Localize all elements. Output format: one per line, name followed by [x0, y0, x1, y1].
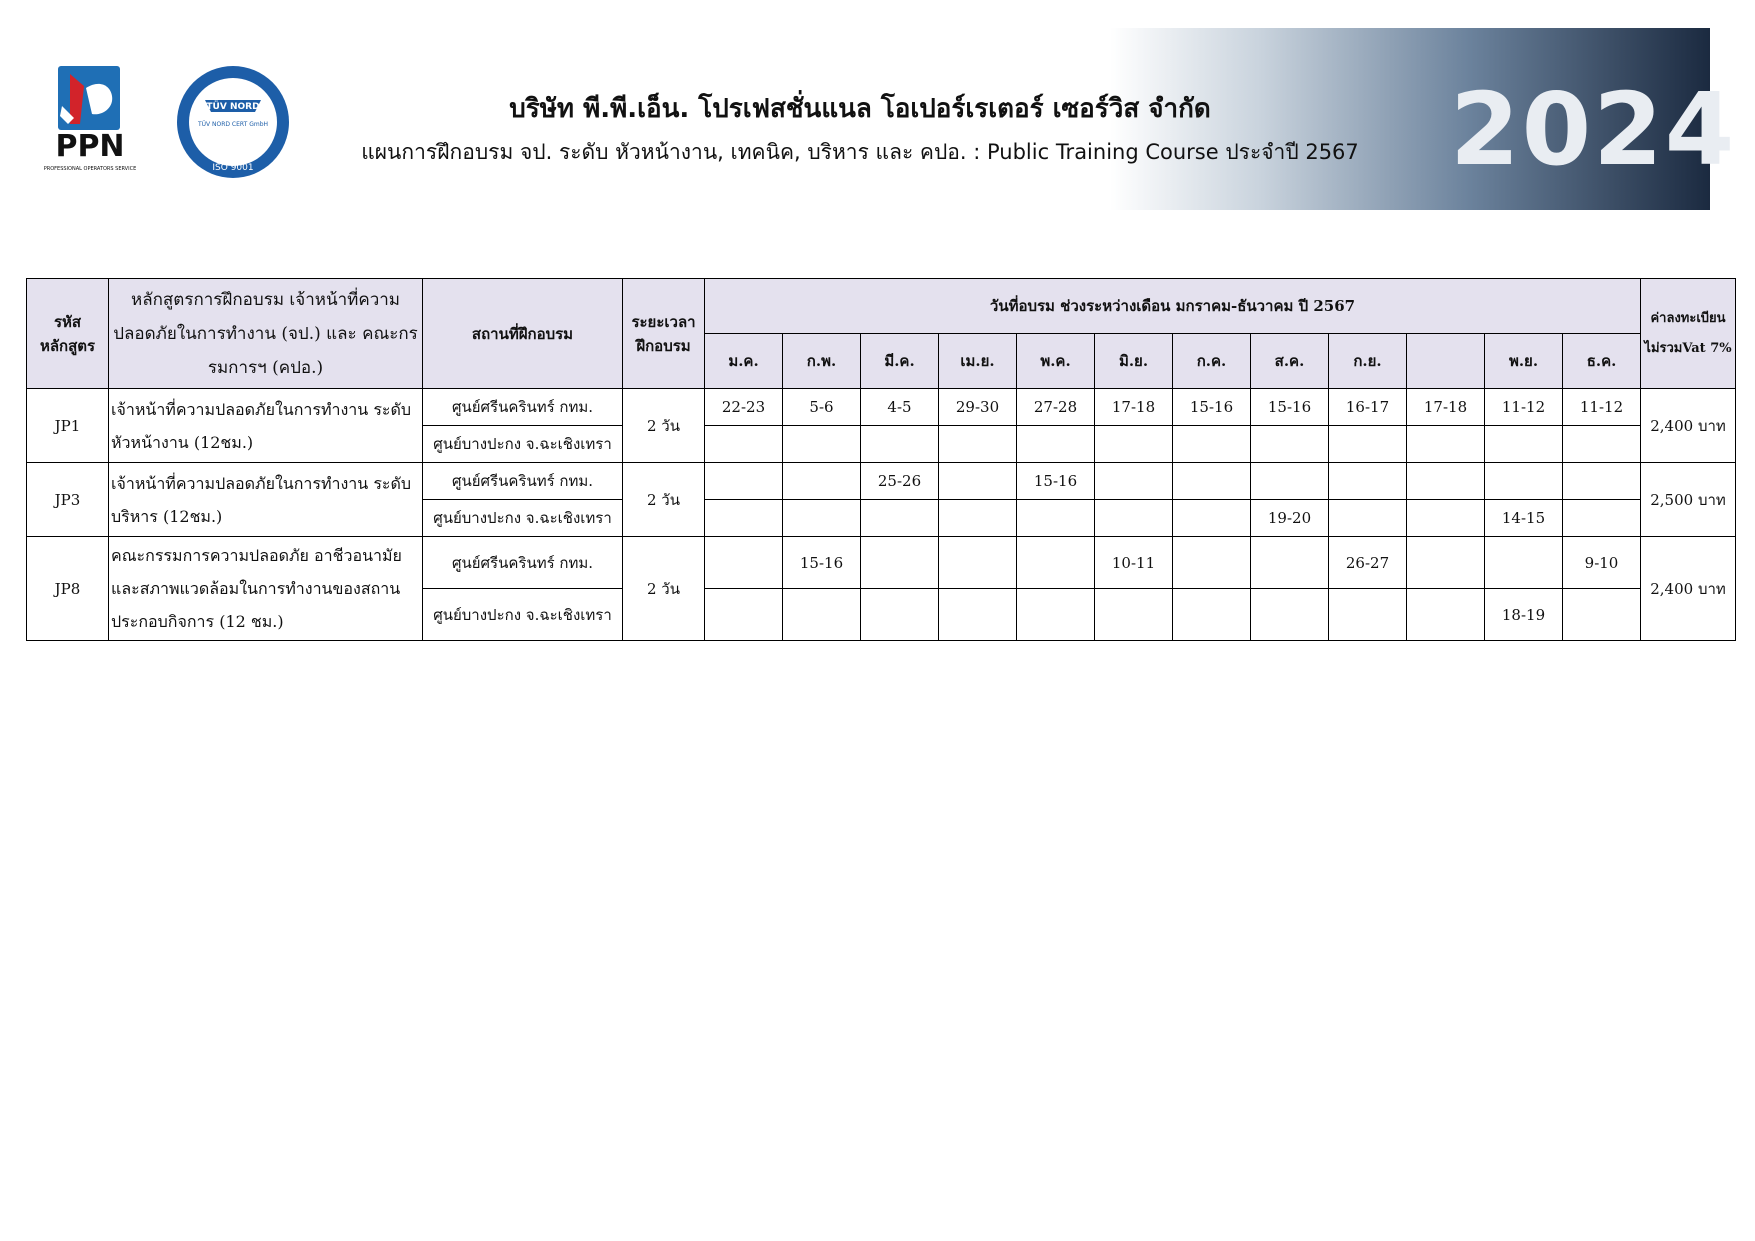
course-duration: 2 วัน — [623, 463, 705, 537]
date-cell — [1017, 426, 1095, 463]
month-header: ก.พ. — [783, 334, 861, 389]
date-cell: 25-26 — [861, 463, 939, 500]
date-cell — [939, 589, 1017, 641]
date-cell: 11-12 — [1563, 389, 1641, 426]
month-header: พ.ค. — [1017, 334, 1095, 389]
date-cell — [705, 500, 783, 537]
venue-name: ศูนย์บางปะกง จ.ฉะเชิงเทรา — [423, 500, 623, 537]
header-duration: ระยะเวลา ฝึกอบรม — [623, 279, 705, 389]
date-cell — [861, 426, 939, 463]
date-cell — [1095, 500, 1173, 537]
header-dates: วันที่อบรม ช่วงระหว่างเดือน มกราคม-ธันวาคม ปี 2567 — [705, 279, 1641, 334]
date-cell: 9-10 — [1563, 537, 1641, 589]
date-cell — [861, 589, 939, 641]
plan-subtitle: แผนการฝึกอบรม จป. ระดับ หัวหน้างาน, เทคนิค, บริหาร และ คปอ. : Public Training Course ประจำปี 2567 — [361, 140, 1359, 164]
venue-name: ศูนย์ศรีนครินทร์ กทม. — [423, 389, 623, 426]
course-name: เจ้าหน้าที่ความปลอดภัยในการทำงาน ระดับบริหาร (12ชม.) — [109, 463, 423, 537]
date-cell — [1095, 426, 1173, 463]
date-cell: 19-20 — [1251, 500, 1329, 537]
date-cell — [939, 537, 1017, 589]
date-cell — [1329, 589, 1407, 641]
date-cell — [783, 463, 861, 500]
date-cell — [1407, 463, 1485, 500]
date-cell — [1251, 589, 1329, 641]
course-fee: 2,400 บาท — [1641, 389, 1736, 463]
month-header: มี.ค. — [861, 334, 939, 389]
date-cell — [1485, 537, 1563, 589]
venue-name: ศูนย์ศรีนครินทร์ กทม. — [423, 463, 623, 500]
month-header: เม.ย. — [939, 334, 1017, 389]
course-duration: 2 วัน — [623, 389, 705, 463]
date-cell: 17-18 — [1095, 389, 1173, 426]
date-cell: 17-18 — [1407, 389, 1485, 426]
header-code: รหัส หลักสูตร — [27, 279, 109, 389]
date-cell — [783, 426, 861, 463]
date-cell — [1407, 500, 1485, 537]
course-fee: 2,500 บาท — [1641, 463, 1736, 537]
date-cell — [1017, 500, 1095, 537]
date-cell — [1095, 589, 1173, 641]
svg-text:ISO 9001: ISO 9001 — [212, 163, 254, 173]
month-header: ส.ค. — [1251, 334, 1329, 389]
month-header: ก.ย. — [1329, 334, 1407, 389]
date-cell: 15-16 — [1173, 389, 1251, 426]
date-cell — [1563, 500, 1641, 537]
course-code: JP1 — [27, 389, 109, 463]
date-cell: 27-28 — [1017, 389, 1095, 426]
date-cell — [1173, 500, 1251, 537]
date-cell: 15-16 — [783, 537, 861, 589]
date-cell — [939, 500, 1017, 537]
date-cell: 26-27 — [1329, 537, 1407, 589]
month-header: ม.ค. — [705, 334, 783, 389]
date-cell — [705, 537, 783, 589]
month-header: ธ.ค. — [1563, 334, 1641, 389]
table-row — [27, 537, 1736, 589]
date-cell: 15-16 — [1251, 389, 1329, 426]
date-cell: 5-6 — [783, 389, 861, 426]
date-cell: 14-15 — [1485, 500, 1563, 537]
date-cell — [705, 463, 783, 500]
course-name: คณะกรรมการความปลอดภัย อาชีวอนามัย และสภาพแวดล้อมในการทำงานของสถานประกอบกิจการ (12 ชม.) — [109, 537, 423, 641]
date-cell — [1485, 463, 1563, 500]
date-cell: 16-17 — [1329, 389, 1407, 426]
date-cell — [1173, 463, 1251, 500]
date-cell — [705, 426, 783, 463]
date-cell: 29-30 — [939, 389, 1017, 426]
date-cell: 15-16 — [1017, 463, 1095, 500]
date-cell — [1563, 589, 1641, 641]
svg-text:TÜV NORD: TÜV NORD — [206, 102, 260, 112]
date-cell — [1017, 589, 1095, 641]
date-cell: 10-11 — [1095, 537, 1173, 589]
venue-name: ศูนย์บางปะกง จ.ฉะเชิงเทรา — [423, 426, 623, 463]
date-cell — [1017, 537, 1095, 589]
course-code: JP8 — [27, 537, 109, 641]
table-row — [27, 463, 1736, 500]
date-cell — [1251, 537, 1329, 589]
date-cell — [1095, 463, 1173, 500]
date-cell — [1485, 426, 1563, 463]
date-cell — [939, 463, 1017, 500]
year-label: 2024 — [1450, 71, 1737, 188]
date-cell — [783, 500, 861, 537]
month-header: พ.ย. — [1485, 334, 1563, 389]
date-cell — [1173, 426, 1251, 463]
date-cell — [861, 537, 939, 589]
month-header: มิ.ย. — [1095, 334, 1173, 389]
header-fee: ค่าลงทะเบียน ไม่รวมVat 7% — [1641, 279, 1736, 389]
company-title: บริษัท พี.พี.เอ็น. โปรเฟสชั่นแนล โอเปอร์เรเตอร์ เซอร์วิส จำกัด — [509, 94, 1211, 124]
date-cell — [1173, 537, 1251, 589]
date-cell — [1329, 463, 1407, 500]
tuv-iso-logo — [175, 64, 291, 180]
date-cell — [1407, 426, 1485, 463]
venue-name: ศูนย์บางปะกง จ.ฉะเชิงเทรา — [423, 589, 623, 641]
date-cell: 18-19 — [1485, 589, 1563, 641]
date-cell: 11-12 — [1485, 389, 1563, 426]
date-cell: 22-23 — [705, 389, 783, 426]
date-cell — [1407, 537, 1485, 589]
date-cell — [705, 589, 783, 641]
date-cell — [1173, 589, 1251, 641]
training-schedule-table — [26, 278, 1736, 641]
date-cell — [783, 589, 861, 641]
ppn-logo — [40, 66, 140, 174]
date-cell — [1563, 426, 1641, 463]
table-row — [27, 389, 1736, 426]
date-cell — [1251, 426, 1329, 463]
date-cell — [1563, 463, 1641, 500]
svg-text:TÜV NORD CERT GmbH: TÜV NORD CERT GmbH — [197, 121, 269, 128]
course-name: เจ้าหน้าที่ความปลอดภัยในการทำงาน ระดับหัวหน้างาน (12ชม.) — [109, 389, 423, 463]
svg-text:PROFESSIONAL OPERATORS SERVICE: PROFESSIONAL OPERATORS SERVICE — [43, 166, 137, 172]
venue-name: ศูนย์ศรีนครินทร์ กทม. — [423, 537, 623, 589]
date-cell — [1407, 589, 1485, 641]
header-course: หลักสูตรการฝึกอบรม เจ้าหน้าที่ความปลอดภัยในการทำงาน (จป.) และ คณะกรรมการฯ (คปอ.) — [109, 279, 423, 389]
date-cell — [1329, 426, 1407, 463]
date-cell: 4-5 — [861, 389, 939, 426]
date-cell — [939, 426, 1017, 463]
svg-text:PPN: PPN — [55, 129, 125, 164]
date-cell — [1251, 463, 1329, 500]
month-header — [1407, 334, 1485, 389]
course-duration: 2 วัน — [623, 537, 705, 641]
month-header: ก.ค. — [1173, 334, 1251, 389]
date-cell — [1329, 500, 1407, 537]
course-fee: 2,400 บาท — [1641, 537, 1736, 641]
course-code: JP3 — [27, 463, 109, 537]
date-cell — [861, 500, 939, 537]
header-venue: สถานที่ฝึกอบรม — [423, 279, 623, 389]
